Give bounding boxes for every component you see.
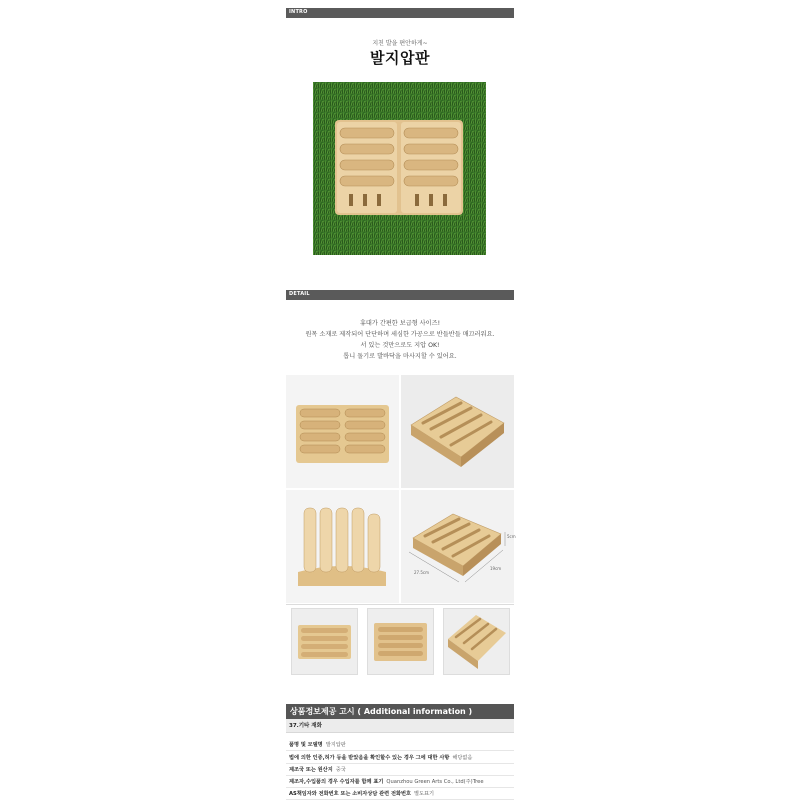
divider [286, 604, 514, 605]
detail-description [286, 318, 514, 362]
detail-line: 휴대가 간편한 보급형 사이즈! [359, 320, 441, 327]
detail-photo-top-view [286, 375, 399, 488]
intro-subtitle: 지친 발을 편안하게~ [372, 40, 428, 47]
detail-photo-side-view [286, 490, 399, 603]
info-value: 발지압판 [325, 742, 346, 748]
dimension-label-height: 5cm [507, 534, 516, 539]
info-key: 법에 의한 인증,허가 등을 받았음을 확인할수 있는 경우 그에 대한 사항 [289, 755, 450, 761]
info-key: AS책임자와 전화번호 또는 소비자상담 관련 전화번호 [289, 791, 412, 797]
info-value: 중국 [335, 767, 346, 773]
dimension-label-length: 27.5cm [414, 570, 430, 575]
detail-line: 톱니 돌기로 발바닥을 마사지할 수 있어요. [343, 353, 457, 360]
detail-photo-dimensions [401, 490, 514, 603]
detail-line: 서 있는 것만으로도 지압 OK! [360, 342, 440, 349]
detail-photo-angle-view [401, 375, 514, 488]
product-detail-column [286, 0, 514, 800]
info-value: 별도표기 [414, 791, 435, 797]
thumbnail-3[interactable] [443, 608, 510, 675]
info-category-label: 37.기타 재화 [289, 723, 322, 729]
info-header-title: 상품정보제공 고시 ( Additional information ) [290, 707, 473, 716]
info-key: 제조자,수입품의 경우 수입자를 함께 표기 [289, 779, 384, 785]
intro-section-bar [286, 8, 514, 18]
intro-section-label: INTRO [289, 9, 308, 15]
info-category [286, 719, 514, 733]
product-title: 발지압판 [370, 49, 430, 67]
detail-section-bar [286, 290, 514, 300]
info-header [286, 704, 514, 719]
info-value: 해당없음 [452, 755, 473, 761]
thumbnail-1[interactable] [291, 608, 358, 675]
thumbnail-2[interactable] [367, 608, 434, 675]
dimension-label-depth: 19cm [490, 566, 502, 571]
info-key: 제조국 또는 원산지 [289, 767, 333, 773]
main-product-photo [313, 82, 486, 255]
detail-section-label: DETAIL [289, 291, 310, 297]
info-row-product-name [286, 738, 514, 751]
info-row-as-contact [286, 787, 514, 800]
detail-line: 원목 소재로 제작되어 단단하며 세심한 가공으로 반들반들 매끄러워요. [305, 331, 495, 338]
info-value: Quanzhou Green Arts Co., Ltd(주)Tree [386, 779, 484, 785]
info-key: 품명 및 모델명 [289, 742, 323, 748]
